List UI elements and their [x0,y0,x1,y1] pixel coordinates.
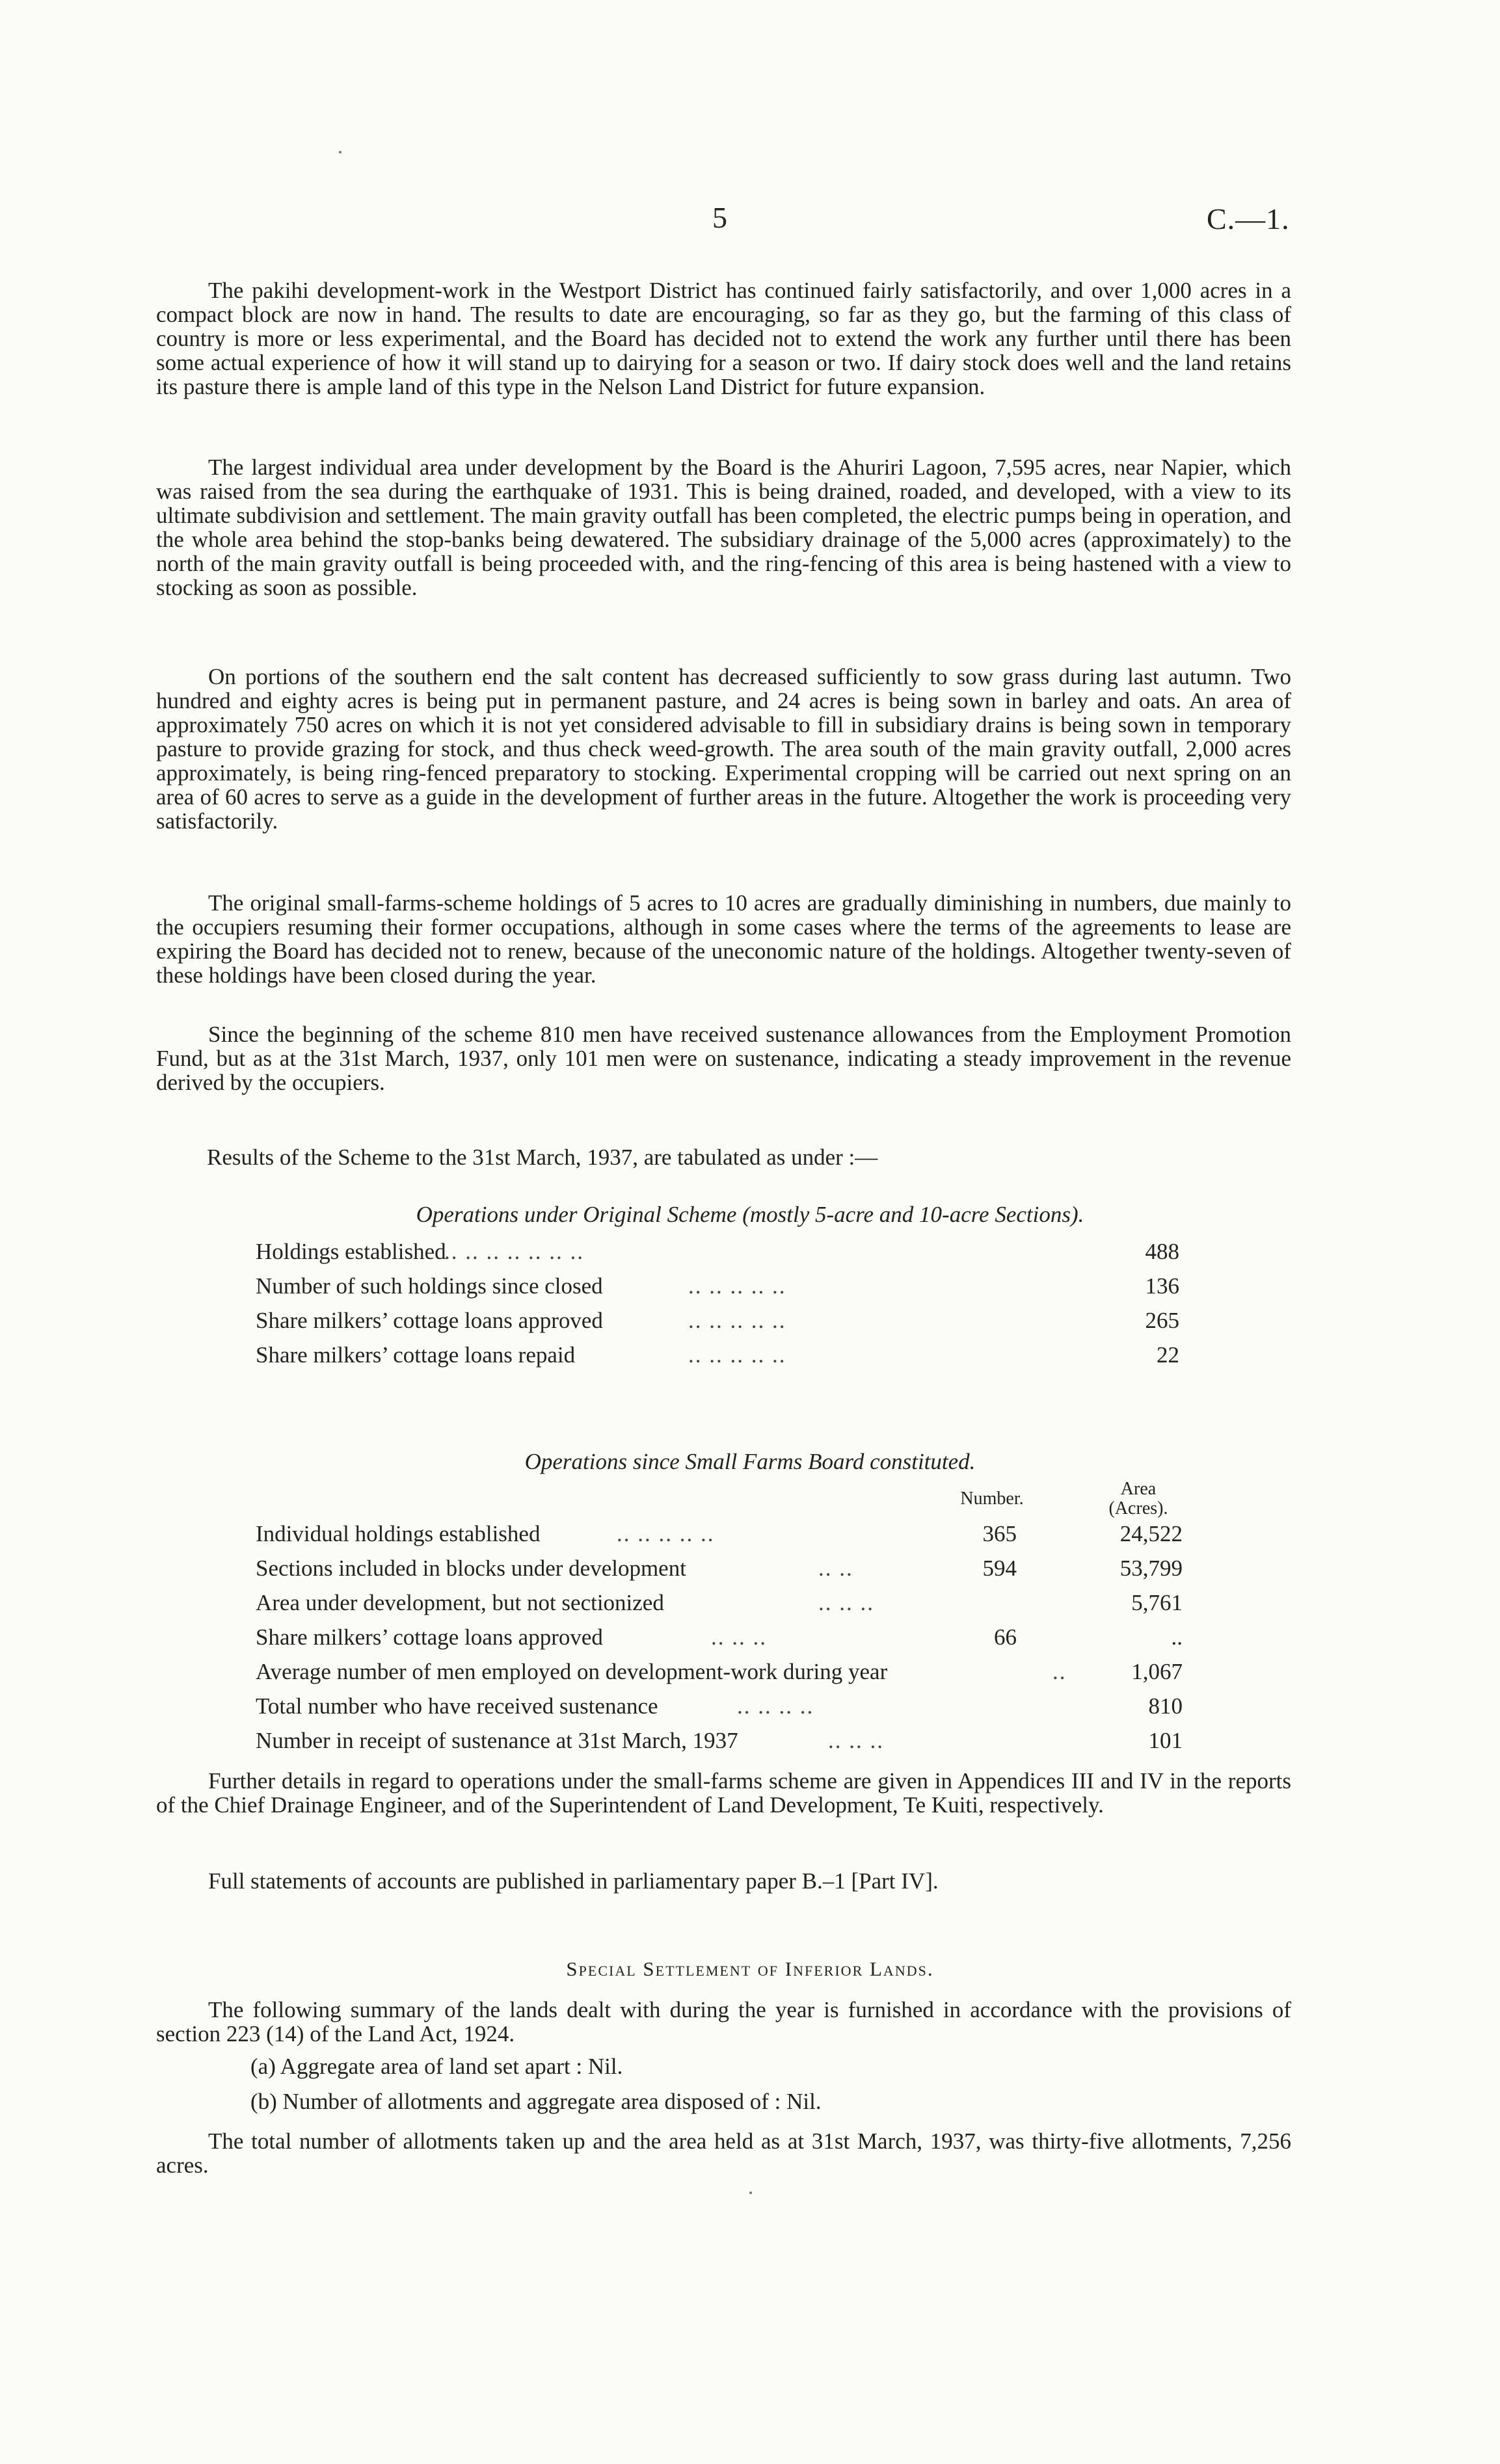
table2-col-area-header-line2: (Acres). [1108,1498,1168,1518]
paragraph-ahuriri: The largest individual area under development by the Board is the Ahuriri Lagoon, 7,595 acres, near Napier, which was raised from the sea during the earthquake of 1931. This is being drained, roaded, and developed, with a view to its ultimate subdivision and settlement. The main gravity outfall has been completed, the electric pumps being in operation, and the whole area behind the stop-banks being dewatered. The subsidiary drainage of the 5,000 acres (approximately) to the north of the main gravity outfall is being proceeded with, and the ring-fencing of this area is being hastened with a view to stocking as soon as possible. [156,455,1292,600]
table-row [256,1234,1199,1269]
table1-row-value: 488 [1145,1239,1179,1264]
table-row [256,1585,1218,1620]
table2-row-label: Individual holdings established [256,1521,541,1546]
scan-speck [749,2192,752,2194]
table2-row-area: 53,799 [1119,1556,1183,1581]
dot-leaders: .. .. [818,1556,853,1581]
table-row [256,1303,1199,1338]
dot-leaders: .. [1052,1659,1067,1684]
table1-row-label: Share milkers’ cottage loans repaid [256,1342,576,1368]
table2-row-area: 1,067 [1131,1659,1183,1684]
table2-row-number: 365 [982,1521,1017,1546]
table2-row-label: Number in receipt of sustenance at 31st March, 1937 [256,1728,738,1753]
paragraph-further-details: Further details in regard to operations under the small-farms scheme are given in Appendices III and IV in the reports of the Chief Drainage Engineer, and of the Superintendent of Land Development, Te Kuiti, respectively. [156,1768,1291,1818]
dot-leaders: .. .. .. .. .. [688,1273,786,1299]
table-row [256,1551,1218,1585]
table2-col-area-header [1083,1479,1194,1518]
table2-row-number: 594 [982,1556,1017,1581]
dot-leaders: .. .. .. .. .. [617,1521,715,1546]
table2-col-area-header-line1: Area [1120,1479,1157,1499]
table2 [256,1517,1218,1758]
table1-row-label: Share milkers’ cottage loans approved [256,1308,603,1333]
table1-caption: Operations under Original Scheme (mostly 5-acre and 10-acre Sections). [416,1202,1084,1227]
table1-row-label: Holdings established [256,1239,446,1264]
list-item-b: (b) Number of allotments and aggregate area disposed of : Nil. [250,2089,822,2114]
table-row [256,1654,1218,1689]
table1 [256,1234,1199,1372]
table-row [256,1269,1199,1303]
table-row [256,1689,1218,1723]
table2-row-number: 66 [994,1624,1017,1650]
paragraph-allotments: The total number of allotments taken up and the area held as at 31st March, 1937, was thirty-five allotments, 7,256 acres. [156,2128,1291,2178]
table1-row-value: 136 [1145,1273,1179,1299]
dot-leaders: .. .. .. [828,1728,884,1753]
table2-row-label: Total number who have received sustenance [256,1693,658,1719]
table1-row-value: 265 [1145,1308,1179,1333]
section-heading: Special Settlement of Inferior Lands. [566,1957,934,1980]
document-code: C.—1. [1207,202,1290,235]
table2-row-label: Area under development, but not sectionized [256,1590,664,1615]
paragraph-pakihi: The pakihi development-work in the Westport District has continued fairly satisfactorily, and over 1,000 acres in a compact block are now in hand. The results to date are encouraging, so far as they go, but the farming of this class of country is more or less experimental, and the Board has decided not to extend the work any further until there has been some actual experience of how it will stand up to dairying for a season or two. If dairy stock does well and the land retains its pasture there is ample land of this type in the Nelson Land District for future expansion. [156,278,1291,399]
table2-row-area: 101 [1148,1728,1183,1753]
table2-row-area: 5,761 [1131,1590,1183,1615]
table1-row-value: 22 [1157,1342,1179,1368]
results-intro: Results of the Scheme to the 31st March, 1937, are tabulated as under :— [207,1145,878,1170]
paragraph-summary: The following summary of the lands dealt with during the year is furnished in accordance with the provisions of section 223 (14) of the Land Act, 1924. [156,1997,1291,2047]
dot-leaders: .. .. .. [711,1624,767,1650]
paragraph-sustenance: Since the beginning of the scheme 810 men have received sustenance allowances from the Employment Promotion Fund, but as at the 31st March, 1937, only 101 men were on sustenance, indicating a steady improvement in the revenue derived by the occupiers. [156,1022,1291,1095]
table-row [256,1620,1218,1654]
table2-row-area: 810 [1148,1693,1183,1719]
table2-row-area: .. [1171,1624,1183,1650]
scan-speck [339,151,342,153]
table-row [256,1338,1199,1372]
paragraph-statements: Full statements of accounts are published in parliamentary paper B.–1 [Part IV]. [208,1868,939,1894]
dot-leaders: .. .. .. .. .. .. .. [444,1239,584,1264]
table2-row-label: Share milkers’ cottage loans approved [256,1624,603,1650]
table2-caption: Operations since Small Farms Board constituted. [524,1449,976,1474]
dot-leaders: .. .. .. [818,1590,874,1615]
dot-leaders: .. .. .. .. [737,1693,814,1719]
table-row [256,1517,1218,1551]
table-row [256,1723,1218,1758]
table2-col-number-header: Number. [960,1489,1024,1509]
paragraph-original-holdings: The original small-farms-scheme holdings of 5 acres to 10 acres are gradually diminishing in numbers, due mainly to the occupiers resuming their former occupations, although in some cases where the terms of the agreements to lease are expiring the Board has decided not to renew, because of the uneconomic nature of the holdings. Altogether twenty-seven of these holdings have been closed during the year. [156,890,1291,988]
paragraph-southern-end: On portions of the southern end the salt content has decreased sufficiently to sow grass during last autumn. Two hundred and eighty acres is being put in permanent pasture, and 24 acres is being sown in barley and oats. An area of approximately 750 acres on which it is not yet considered advisable to fill in subsidiary drains is being sown in temporary pasture to provide grazing for stock, and thus check weed-growth. The area south of the main gravity outfall, 2,000 acres approximately, is being ring-fenced preparatory to stocking. Experimental cropping will be carried out next spring on an area of 60 acres to serve as a guide in the development of further areas in the future. Altogether the work is proceeding very satisfactorily. [156,664,1291,834]
table2-row-area: 24,522 [1119,1521,1183,1546]
dot-leaders: .. .. .. .. .. [688,1342,786,1368]
dot-leaders: .. .. .. .. .. [688,1308,786,1333]
table2-row-label: Average number of men employed on development-work during year [256,1659,888,1684]
page-number: 5 [712,201,727,234]
table2-row-label: Sections included in blocks under development [256,1556,686,1581]
table1-row-label: Number of such holdings since closed [256,1273,603,1299]
list-item-a: (a) Aggregate area of land set apart : Nil. [250,2054,623,2079]
